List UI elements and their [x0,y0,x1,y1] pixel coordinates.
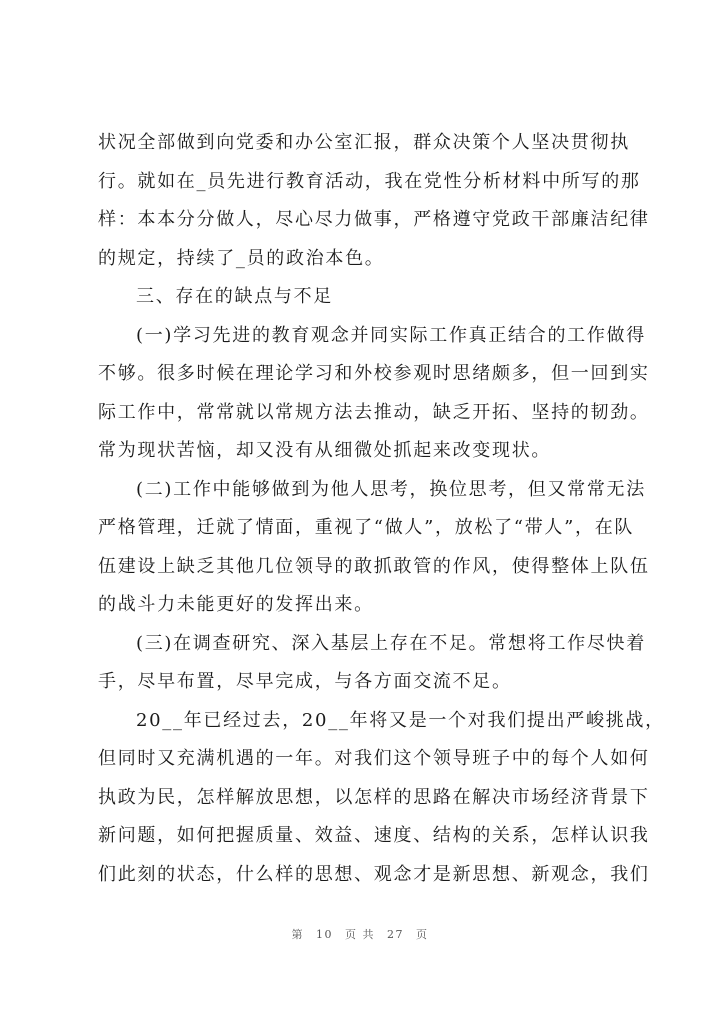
text-line: 20__年已经过去，20__年将又是一个对我们提出严峻挑战， [136,709,665,731]
text-line: 样：本本分分做人，尽心尽力做事，严格遵守党政干部廉洁纪律 [98,209,650,230]
text-line: 不够。很多时候在理论学习和外校参观时思绪颇多，但一回到实 [98,363,650,384]
text-line: 行。就如在_员先进行教育活动，我在党性分析材料中所写的那 [98,170,641,192]
text-line: (二)工作中能够做到为他人思考，换位思考，但又常常无法 [136,478,646,500]
page-number: 10 [316,928,333,941]
text-line: 伍建设上缺乏其他几位领导的敢抓敢管的作风，使得整体上队伍 [98,555,650,577]
footer-prefix: 第 [291,928,304,941]
text-line: 状况全部做到向党委和办公室汇报，群众决策个人坚决贯彻执 [98,132,630,153]
footer-middle: 页 共 [345,928,375,941]
text-line: 严格管理，迁就了情面，重视了“做人”，放松了“带人”，在队 [98,517,635,538]
text-line: 新问题，如何把握质量、效益、速度、结构的关系，怎样认识我 [98,825,650,846]
text-line: (一)学习先进的教育观念并同实际工作真正结合的工作做得 [136,324,646,346]
text-line: 们此刻的状态，什么样的思想、观念才是新思想、新观念，我们 [98,863,650,885]
section-heading: 三、存在的缺点与不足 [136,286,333,307]
body-text [98,124,665,894]
text-line: 的规定，持续了_员的政治本色。 [98,247,385,269]
text-line: 执政为民，怎样解放思想，以怎样的思路在解决市场经济背景下 [98,786,650,808]
text-line: 但同时又充满机遇的一年。对我们这个领导班子中的每个人如何 [98,748,650,769]
text-line: 际工作中，常常就以常规方法去推动，缺乏开拓、坚持的韧劲。 [98,401,650,423]
text-line: 的战斗力未能更好的发挥出来。 [98,594,374,615]
total-pages: 27 [387,928,404,941]
text-line: 手，尽早布置，尽早完成，与各方面交流不足。 [98,671,512,692]
text-line: (三)在调查研究、深入基层上存在不足。常想将工作尽快着 [136,632,646,654]
page-footer [0,926,720,942]
text-line: 常为现状苦恼，却又没有从细微处抓起来改变现状。 [98,440,552,461]
footer-suffix: 页 [416,928,429,941]
